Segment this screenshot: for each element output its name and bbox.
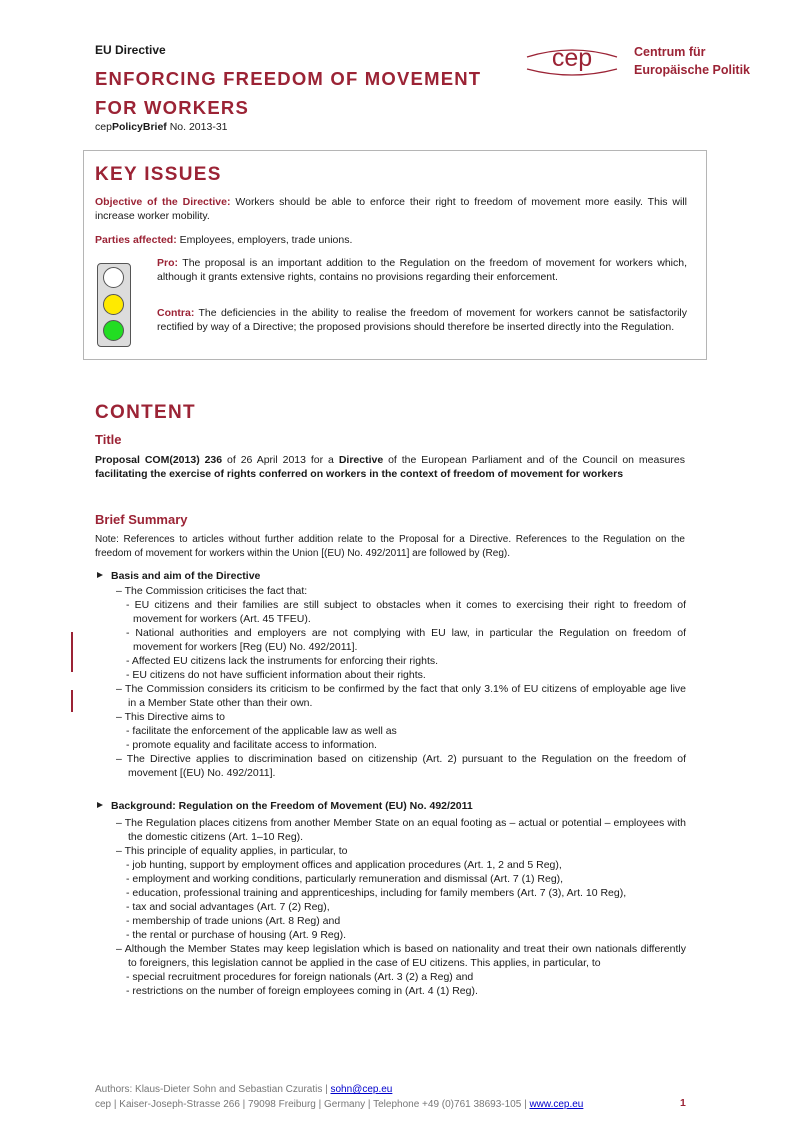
policy-brief-number	[95, 121, 228, 133]
section-basis-title: Basis and aim of the Directive	[111, 570, 261, 582]
list-item: – This principle of equality applies, in particular, to	[116, 845, 348, 857]
section-basis-body	[116, 584, 686, 780]
parties-label: Parties affected:	[95, 234, 177, 246]
parties-text: Employees, employers, trade unions.	[176, 234, 353, 246]
list-item: - special recruitment procedures for foreign nationals (Art. 3 (2) a Reg) and	[126, 971, 474, 983]
pro-text: The proposal is an important addition to the Regulation on the freedom of movement for workers which, although it grants extensive rights, contains no provisions regarding their enforcement.	[157, 257, 687, 283]
list-item: - EU citizens and their families are still subject to obstacles when it comes to exercising their right to freedom of movement for workers (Art. 45 TFEU).	[126, 599, 686, 625]
logo-line-1: Centrum für	[634, 45, 706, 59]
footer-address	[95, 1097, 583, 1112]
page-title	[95, 64, 481, 122]
margin-bar	[71, 632, 73, 672]
doc-type-label: EU Directive	[95, 43, 166, 57]
parties-paragraph	[95, 233, 687, 247]
footer-authors-text: Authors: Klaus-Dieter Sohn and Sebastian Czuratis |	[95, 1084, 331, 1095]
contra-paragraph	[157, 306, 687, 334]
list-item: - the rental or purchase of housing (Art. 9 Reg).	[126, 929, 347, 941]
pro-label: Pro:	[157, 257, 178, 269]
list-item: - Affected EU citizens lack the instruments for enforcing their rights.	[126, 655, 439, 667]
list-item: - education, professional training and apprenticeships, including for family members (Art. 7 (3), Art. 10 Reg),	[126, 887, 627, 899]
objective-paragraph	[95, 195, 687, 223]
list-item: - EU citizens do not have sufficient information about their rights.	[126, 669, 426, 681]
section-background-body	[116, 816, 686, 998]
section-background-heading	[97, 800, 473, 812]
arrow-bullet-icon	[97, 572, 103, 578]
list-item: - promote equality and facilitate access to information.	[126, 739, 377, 751]
list-item: - tax and social advantages (Art. 7 (2) Reg),	[126, 901, 330, 913]
sub-list	[116, 724, 686, 752]
traffic-light-middle	[103, 294, 124, 315]
contra-label: Contra:	[157, 307, 195, 319]
page-number: 1	[680, 1097, 686, 1109]
footer-authors	[95, 1082, 392, 1097]
margin-bar	[71, 690, 73, 712]
list-item: – The Regulation places citizens from another Member State on an equal footing as – actual or potential – employees with the domestic citizens (Art. 1–10 Reg).	[116, 817, 686, 843]
proposal-type: Directive	[338, 454, 384, 466]
traffic-light-icon	[97, 263, 131, 347]
section-basis-heading	[97, 570, 260, 582]
objective-text: Workers should be able to enforce their right to freedom of movement more easily. This will increase worker mobility.	[95, 196, 687, 222]
list-item: – The Directive applies to discrimination based on citizenship (Art. 2) pursuant to the Regulation on the freedom of movement [(EU) No. 492/2011].	[116, 753, 686, 779]
proposal-id: Proposal COM(2013) 236	[95, 454, 223, 466]
policy-brand: PolicyBrief	[111, 121, 167, 133]
list-item: - facilitate the enforcement of the applicable law as well as	[126, 725, 397, 737]
section-background-title: Background: Regulation on the Freedom of Movement (EU) No. 492/2011	[111, 800, 473, 812]
proposal-authors: of the European Parliament and of the Council on measures	[383, 454, 686, 466]
proposal-date: of 26 April 2013 for a	[222, 454, 339, 466]
content-heading: CONTENT	[95, 402, 196, 423]
logo-text	[634, 43, 750, 79]
contra-text: The deficiencies in the ability to realise the freedom of movement for workers cannot be satisfactorily rectified by way of a Directive; the proposed provisions should therefore be inserted directly into the Regulation.	[157, 307, 687, 333]
list-item: - membership of trade unions (Art. 8 Reg) and	[126, 915, 341, 927]
traffic-light-top	[103, 267, 124, 288]
title-heading: Title	[95, 432, 122, 447]
list-item: - job hunting, support by employment offices and application procedures (Art. 1, 2 and 5 Reg),	[126, 859, 562, 871]
list-item: - employment and working conditions, particularly remuneration and dismissal (Art. 7 (1) Reg),	[126, 873, 564, 885]
title-line-1: ENFORCING FREEDOM OF MOVEMENT	[95, 68, 482, 89]
key-issues-heading: KEY ISSUES	[95, 164, 222, 185]
logo-line-2: Europäische Politik	[634, 63, 751, 77]
website-link[interactable]: www.cep.eu	[529, 1099, 584, 1110]
list-item: - restrictions on the number of foreign employees coming in (Art. 4 (1) Reg).	[126, 985, 478, 997]
list-item: – Although the Member States may keep legislation which is based on nationality and treat their own nationals differently to foreigners, this legislation cannot be applied in the case of EU citizens. This applies, in particular, to	[116, 943, 686, 969]
proposal-title-paragraph	[95, 453, 685, 481]
traffic-light-bottom	[103, 320, 124, 341]
sub-list	[116, 858, 686, 942]
cep-logo-icon	[522, 36, 622, 86]
logo-mark: cep	[551, 44, 593, 72]
list-item: – The Commission criticises the fact that:	[116, 585, 308, 597]
policy-prefix: cep	[95, 121, 112, 133]
title-line-2: FOR WORKERS	[95, 97, 250, 118]
sub-list	[116, 598, 686, 682]
sub-list	[116, 970, 686, 998]
brief-summary-heading: Brief Summary	[95, 512, 188, 527]
proposal-subject: facilitating the exercise of rights conferred on workers in the context of freedom of movement for workers	[95, 468, 624, 480]
footer-address-text: cep | Kaiser-Joseph-Strasse 266 | 79098 Freiburg | Germany | Telephone +49 (0)761 38693-105 |	[95, 1099, 530, 1110]
note-paragraph: Note: References to articles without further addition relate to the Proposal for a Directive. References to the Regulation on the freedom of movement for workers within the Union [(EU) No. 492/2011] are followed by (Reg).	[95, 534, 685, 559]
list-item: – The Commission considers its criticism to be confirmed by the fact that only 3.1% of EU citizens of employable age live in a Member State other than their own.	[116, 683, 686, 709]
list-item: - National authorities and employers are not complying with EU law, in particular the Regulation on freedom of movement for workers [Reg (EU) No. 492/2011].	[126, 627, 686, 653]
objective-label: Objective of the Directive:	[95, 196, 231, 208]
pro-paragraph	[157, 256, 687, 284]
list-item: – This Directive aims to	[116, 711, 225, 723]
policy-number: No. 2013-31	[166, 121, 228, 133]
arrow-bullet-icon	[97, 802, 103, 808]
author-email-link[interactable]: sohn@cep.eu	[330, 1084, 393, 1095]
